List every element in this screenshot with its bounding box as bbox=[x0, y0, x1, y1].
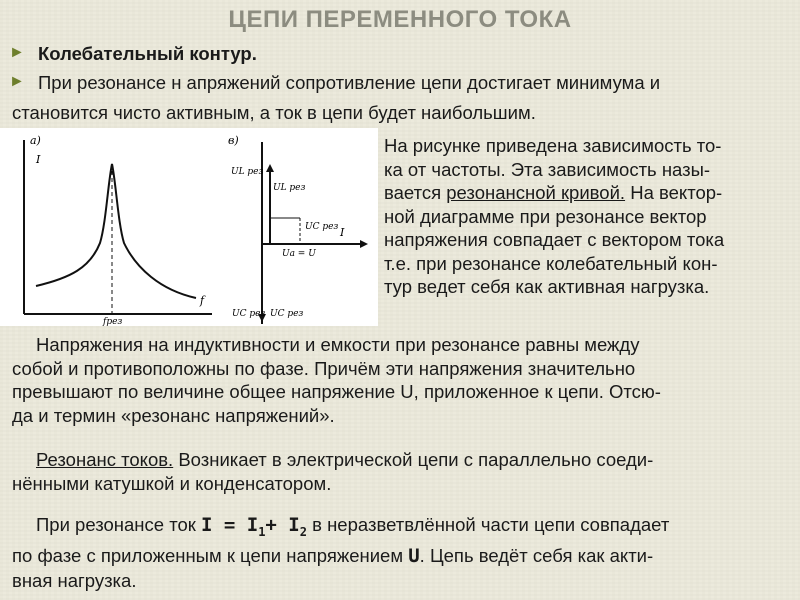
bullet-arrow-icon: ► bbox=[9, 44, 25, 61]
para-line bbox=[12, 333, 792, 357]
figure-description bbox=[384, 134, 796, 299]
curve-x-axis-label: f bbox=[200, 294, 205, 307]
resonance-figure bbox=[0, 128, 378, 326]
para-text: в неразветвлённой части цепи совпадает bbox=[306, 514, 670, 535]
vec-ul-label: UL рез bbox=[231, 167, 264, 177]
desc-text: вается bbox=[384, 182, 447, 203]
curve-y-axis-label: I bbox=[36, 153, 41, 166]
vec-uc-bottom-label: UC рез bbox=[270, 309, 304, 319]
para-line bbox=[12, 448, 792, 472]
resonance-curve bbox=[36, 164, 196, 298]
para-line: да и термин «резонанс напряжений». bbox=[12, 404, 335, 426]
desc-line: тур ведет себя как активная нагрузка. bbox=[384, 276, 710, 297]
current-resonance-paragraph bbox=[12, 448, 792, 495]
desc-line bbox=[384, 181, 796, 205]
bullet-resonance-line1: При резонансе н апряжений сопротивление цепи достигает минимума и bbox=[38, 72, 661, 93]
desc-line: На рисунке приведена зависимость то- bbox=[384, 135, 722, 156]
para-line bbox=[12, 544, 792, 569]
formula-subscript: 2 bbox=[299, 524, 307, 539]
formula-part: + I bbox=[265, 514, 300, 536]
resonance-diagram bbox=[0, 128, 378, 326]
curve-x-tick-label: fрез bbox=[103, 317, 123, 326]
ul-arrow-icon bbox=[266, 164, 274, 172]
formula-subscript: 1 bbox=[258, 524, 266, 539]
current-formula-paragraph bbox=[12, 513, 792, 592]
current-resonance-link[interactable]: Резонанс токов. bbox=[36, 449, 174, 470]
desc-line: напряжения совпадает с вектором тока bbox=[384, 229, 725, 250]
desc-line: т.е. при резонансе колебательный кон- bbox=[384, 252, 718, 274]
resonance-curve-link[interactable]: резонансной кривой. bbox=[446, 182, 626, 203]
bullet-arrow-icon: ► bbox=[9, 73, 25, 90]
para-line: собой и противоположны по фазе. Причём эти напряжения значительно bbox=[12, 357, 636, 379]
para-line: нёнными катушкой и конденсатором. bbox=[12, 472, 332, 494]
vec-uc-label: UC рез bbox=[305, 222, 339, 232]
panel-a-label: а) bbox=[30, 134, 41, 147]
formula-voltage: U bbox=[408, 545, 420, 568]
para-text: . Цепь ведёт себя как акти- bbox=[419, 545, 654, 567]
page-title: ЦЕПИ ПЕРЕМЕННОГО ТОКА bbox=[228, 6, 572, 33]
vec-i-label: I bbox=[340, 226, 345, 239]
current-arrow-icon bbox=[360, 240, 368, 248]
voltage-resonance-paragraph bbox=[12, 333, 792, 427]
panel-b-label: в) bbox=[228, 134, 239, 147]
para-line: превышают по величине общее напряжение U, приложенное к цепи. Отсю- bbox=[12, 381, 661, 402]
para-text: Напряжения на индуктивности и емкости при резонансе равны между bbox=[36, 334, 640, 355]
bullet-oscillating-circuit: Колебательный контур. bbox=[38, 43, 257, 64]
para-line bbox=[12, 513, 792, 544]
formula-part: I = I bbox=[200, 514, 259, 536]
para-line: вная нагрузка. bbox=[12, 569, 137, 591]
bullet-resonance-line2: становится чисто активным, а ток в цепи будет наибольшим. bbox=[12, 102, 536, 123]
vec-ul-label-2: UL рез bbox=[273, 183, 306, 193]
formula-current bbox=[200, 514, 307, 539]
desc-line: ка от частоты. Эта зависимость назы- bbox=[384, 158, 711, 180]
desc-text: На вектор- bbox=[625, 182, 723, 203]
vec-uc-bottom-left: UC рез bbox=[232, 309, 266, 319]
vec-ua-label: Ua = U bbox=[282, 249, 316, 259]
desc-line: ной диаграмме при резонансе вектор bbox=[384, 205, 707, 227]
para-text: по фазе с приложенным к цепи напряжением bbox=[12, 545, 409, 567]
para-text: При резонансе ток bbox=[36, 514, 201, 535]
para-text: Возникает в электрической цепи с параллельно соеди- bbox=[173, 449, 654, 470]
